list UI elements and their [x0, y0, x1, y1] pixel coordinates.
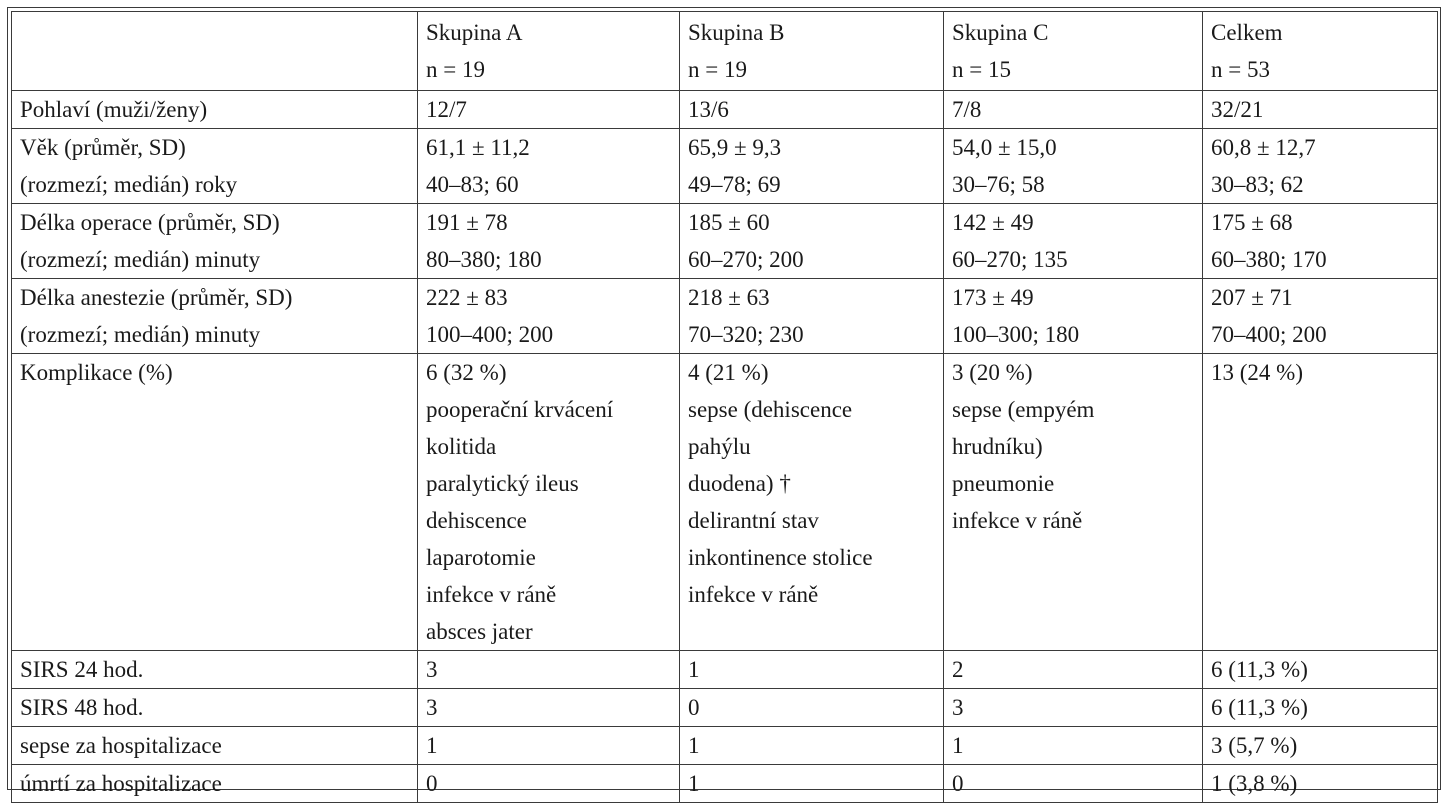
table-row-row-anesthesia-length — [12, 279, 1438, 354]
cell-value-line: 7/8 — [952, 97, 982, 122]
cell-value-line: 4 (21 %) — [688, 360, 769, 385]
table-row-row-complications — [12, 354, 1438, 651]
cell-value-line: delirantní stav — [688, 508, 819, 533]
row-label-line: Komplikace (%) — [20, 360, 173, 385]
cell-value-line: 222 ± 83 — [426, 285, 508, 310]
cell-value-line: 1 — [952, 733, 964, 758]
cell-value-line: 3 — [426, 695, 438, 720]
cell-value-line: pneumonie — [952, 471, 1055, 496]
cell-value-line: hrudníku) — [952, 434, 1043, 459]
cell-group-b — [680, 91, 944, 129]
cell-value-line: 40–83; 60 — [426, 172, 519, 197]
row-label-cell — [12, 204, 418, 279]
cell-group-b — [680, 727, 944, 765]
cell-total — [1203, 354, 1438, 651]
row-label-line: (rozmezí; medián) minuty — [20, 322, 261, 347]
cell-group-b — [680, 204, 944, 279]
cell-value-line: 1 — [688, 771, 700, 796]
header-cell-group-b — [680, 12, 944, 91]
cell-group-a — [418, 651, 680, 689]
header-cell-group-a — [418, 12, 680, 91]
cell-group-a — [418, 727, 680, 765]
cell-value-line: kolitida — [426, 434, 497, 459]
cell-value-line: 3 — [952, 695, 964, 720]
cell-value-line: 60–380; 170 — [1211, 247, 1327, 272]
cell-value-line: 80–380; 180 — [426, 247, 542, 272]
cell-group-a — [418, 129, 680, 204]
cell-value-line: 13 (24 %) — [1211, 360, 1303, 385]
cell-group-a — [418, 91, 680, 129]
cell-value-line: 12/7 — [426, 97, 467, 122]
cell-group-b — [680, 354, 944, 651]
statistics-table — [11, 11, 1438, 803]
cell-value-line: 1 (3,8 %) — [1211, 771, 1298, 796]
table-row-row-sirs-24h — [12, 651, 1438, 689]
cell-value-line: duodena) † — [688, 471, 791, 496]
cell-total — [1203, 204, 1438, 279]
cell-value-line: 1 — [688, 657, 700, 682]
cell-total — [1203, 91, 1438, 129]
header-group-name: Skupina B — [688, 20, 785, 45]
cell-group-c — [944, 727, 1203, 765]
cell-total — [1203, 689, 1438, 727]
cell-value-line: 3 (5,7 %) — [1211, 733, 1298, 758]
cell-value-line: 0 — [688, 695, 700, 720]
cell-group-c — [944, 765, 1203, 803]
cell-value-line: 6 (11,3 %) — [1211, 695, 1308, 720]
cell-group-a — [418, 204, 680, 279]
cell-value-line: infekce v ráně — [952, 508, 1083, 533]
cell-value-line: sepse (dehiscence — [688, 397, 853, 422]
cell-value-line: 61,1 ± 11,2 — [426, 135, 530, 160]
cell-group-c — [944, 204, 1203, 279]
header-group-count: n = 15 — [952, 57, 1011, 82]
row-label-line: Délka operace (průměr, SD) — [20, 210, 280, 235]
cell-total — [1203, 765, 1438, 803]
cell-value-line: infekce v ráně — [688, 582, 819, 607]
cell-value-line: 13/6 — [688, 97, 729, 122]
row-label-cell — [12, 765, 418, 803]
cell-total — [1203, 727, 1438, 765]
row-label-line: (rozmezí; medián) minuty — [20, 247, 261, 272]
cell-group-b — [680, 129, 944, 204]
row-label-cell — [12, 651, 418, 689]
table-row-row-age — [12, 129, 1438, 204]
cell-group-b — [680, 651, 944, 689]
cell-value-line: 100–300; 180 — [952, 322, 1080, 347]
cell-value-line: 6 (11,3 %) — [1211, 657, 1308, 682]
cell-value-line: 54,0 ± 15,0 — [952, 135, 1057, 160]
header-group-count: n = 19 — [426, 57, 485, 82]
cell-value-line: 0 — [426, 771, 438, 796]
cell-value-line: 30–76; 58 — [952, 172, 1045, 197]
cell-value-line: sepse (empyém — [952, 397, 1095, 422]
cell-value-line: 185 ± 60 — [688, 210, 770, 235]
cell-group-a — [418, 279, 680, 354]
table-row-row-operation-length — [12, 204, 1438, 279]
cell-value-line: pooperační krvácení — [426, 397, 614, 422]
row-label-cell — [12, 279, 418, 354]
cell-total — [1203, 129, 1438, 204]
table-frame — [7, 7, 1441, 796]
cell-value-line: infekce v ráně — [426, 582, 557, 607]
cell-value-line: 60,8 ± 12,7 — [1211, 135, 1316, 160]
cell-group-c — [944, 129, 1203, 204]
header-cell-group-c — [944, 12, 1203, 91]
cell-value-line: dehiscence — [426, 508, 527, 533]
cell-value-line: 173 ± 49 — [952, 285, 1034, 310]
cell-value-line: 100–400; 200 — [426, 322, 554, 347]
cell-value-line: 2 — [952, 657, 964, 682]
cell-value-line: pahýlu — [688, 434, 751, 459]
cell-value-line: 3 — [426, 657, 438, 682]
cell-value-line: 3 (20 %) — [952, 360, 1033, 385]
cell-group-a — [418, 689, 680, 727]
header-group-count: n = 53 — [1211, 57, 1270, 82]
cell-group-a — [418, 354, 680, 651]
cell-value-line: 49–78; 69 — [688, 172, 781, 197]
table-row-row-sepsis — [12, 727, 1438, 765]
cell-value-line: absces jater — [426, 619, 533, 644]
cell-value-line: 6 (32 %) — [426, 360, 507, 385]
cell-value-line: laparotomie — [426, 545, 536, 570]
cell-value-line: 70–320; 230 — [688, 322, 804, 347]
row-label-line: (rozmezí; medián) roky — [20, 172, 238, 197]
cell-group-b — [680, 765, 944, 803]
cell-value-line: paralytický ileus — [426, 471, 579, 496]
row-label-line: SIRS 48 hod. — [20, 695, 144, 720]
row-label-line: sepse za hospitalizace — [20, 733, 222, 758]
cell-total — [1203, 651, 1438, 689]
cell-group-b — [680, 689, 944, 727]
header-group-name: Celkem — [1211, 20, 1283, 45]
cell-group-c — [944, 651, 1203, 689]
header-cell-total — [1203, 12, 1438, 91]
row-label-cell — [12, 354, 418, 651]
header-group-name: Skupina A — [426, 20, 523, 45]
cell-group-a — [418, 765, 680, 803]
cell-group-b — [680, 279, 944, 354]
cell-value-line: 218 ± 63 — [688, 285, 770, 310]
cell-group-c — [944, 354, 1203, 651]
cell-group-c — [944, 91, 1203, 129]
row-label-line: úmrtí za hospitalizace — [20, 771, 222, 796]
cell-value-line: 70–400; 200 — [1211, 322, 1327, 347]
cell-group-c — [944, 279, 1203, 354]
cell-value-line: 191 ± 78 — [426, 210, 508, 235]
row-label-cell — [12, 129, 418, 204]
cell-value-line: 207 ± 71 — [1211, 285, 1293, 310]
cell-value-line: 65,9 ± 9,3 — [688, 135, 782, 160]
table-row-row-sirs-48h — [12, 689, 1438, 727]
cell-value-line: 142 ± 49 — [952, 210, 1034, 235]
row-label-line: SIRS 24 hod. — [20, 657, 144, 682]
table-row-row-sex — [12, 91, 1438, 129]
cell-value-line: 175 ± 68 — [1211, 210, 1293, 235]
header-cell-corner — [12, 12, 418, 91]
cell-value-line: 0 — [952, 771, 964, 796]
cell-value-line: 30–83; 62 — [1211, 172, 1304, 197]
cell-value-line: 1 — [688, 733, 700, 758]
cell-total — [1203, 279, 1438, 354]
table-row-row-mortality — [12, 765, 1438, 803]
row-label-line: Délka anestezie (průměr, SD) — [20, 285, 293, 310]
cell-value-line: 32/21 — [1211, 97, 1264, 122]
cell-value-line: inkontinence stolice — [688, 545, 873, 570]
row-label-cell — [12, 91, 418, 129]
row-label-line: Věk (průměr, SD) — [20, 135, 186, 160]
cell-group-c — [944, 689, 1203, 727]
row-label-cell — [12, 727, 418, 765]
cell-value-line: 60–270; 200 — [688, 247, 804, 272]
header-group-name: Skupina C — [952, 20, 1049, 45]
cell-value-line: 60–270; 135 — [952, 247, 1068, 272]
row-label-cell — [12, 689, 418, 727]
header-group-count: n = 19 — [688, 57, 747, 82]
cell-value-line: 1 — [426, 733, 438, 758]
row-label-line: Pohlaví (muži/ženy) — [20, 97, 208, 122]
header-row — [12, 12, 1438, 91]
